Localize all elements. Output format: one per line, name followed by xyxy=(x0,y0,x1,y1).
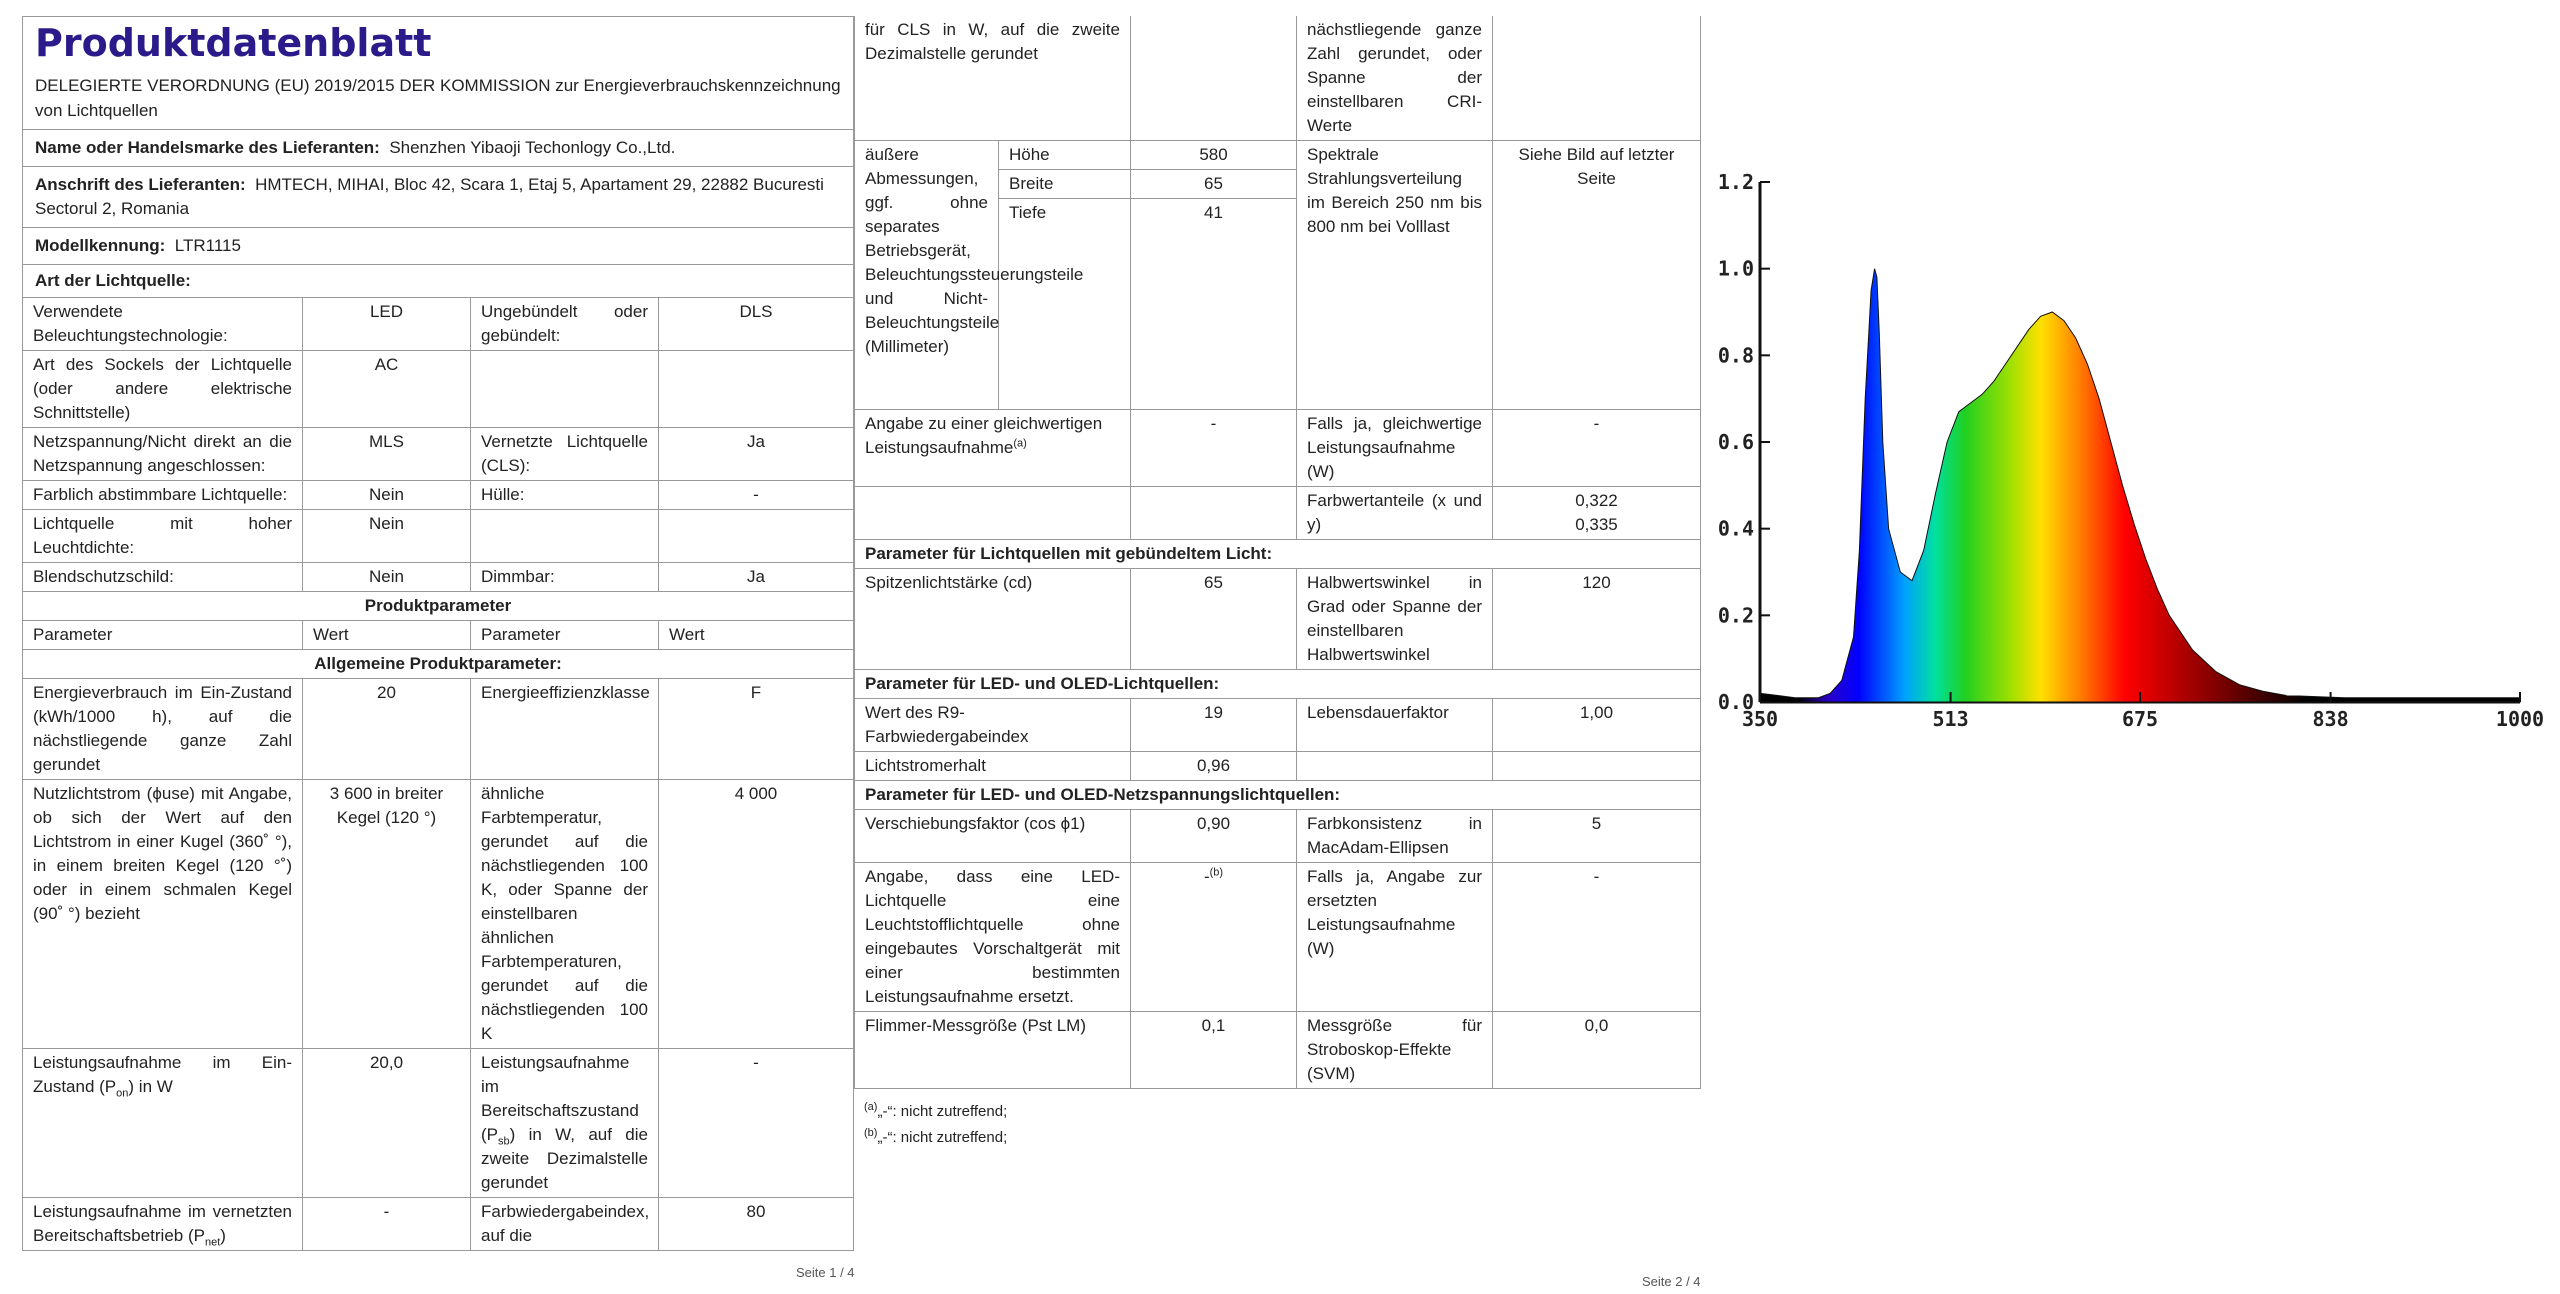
column-header: Parameter xyxy=(23,621,303,650)
cell: Siehe Bild auf letzter Seite xyxy=(1493,141,1701,410)
text: - xyxy=(1203,867,1210,886)
table-row xyxy=(23,650,854,679)
product-params-heading: Produktparameter xyxy=(23,592,854,621)
chroma-y-value: 0,335 xyxy=(1575,515,1618,534)
model-value: LTR1115 xyxy=(174,236,241,255)
text: ) xyxy=(220,1226,226,1245)
text: ) in W, auf die zweite Dezimalstelle gerundet xyxy=(481,1125,648,1192)
column-header: Wert xyxy=(659,621,854,650)
table-row xyxy=(23,481,854,510)
cell: 20 xyxy=(303,679,471,780)
cell: Ungebündelt oder gebündelt: xyxy=(471,298,659,351)
table-row xyxy=(23,510,854,563)
superscript: (a) xyxy=(1013,437,1027,450)
x-tick-label: 513 xyxy=(1932,707,1969,731)
cell: 19 xyxy=(1131,699,1297,752)
cell: 0,1 xyxy=(1131,1012,1297,1089)
table-row xyxy=(855,863,1701,1012)
datasheet-page-1 xyxy=(22,16,854,1251)
x-tick-label: 838 xyxy=(2312,707,2349,731)
cell xyxy=(1297,752,1493,781)
cell: Lichtquelle mit hoher Leuchtdichte: xyxy=(23,510,303,563)
cell: Lebensdauerfaktor xyxy=(1297,699,1493,752)
page-number: Seite 2 / 4 xyxy=(1642,1274,1701,1289)
cell: - xyxy=(303,1198,471,1251)
cell xyxy=(659,351,854,428)
cell: 65 xyxy=(1131,170,1297,199)
table-row xyxy=(23,298,854,351)
cell: Falls ja, Angabe zur ersetzten Leistungsaufnahme (W) xyxy=(1297,863,1493,1012)
cell: AC xyxy=(303,351,471,428)
table-row xyxy=(855,410,1701,487)
cell: Energieeffizienzklasse xyxy=(471,679,659,780)
cell: 3 600 in breiter Kegel (120 °) xyxy=(303,780,471,1049)
cell xyxy=(23,1198,303,1251)
cell: Verschiebungsfaktor (cos ϕ1) xyxy=(855,810,1131,863)
y-tick-label: 0.6 xyxy=(1717,430,1754,454)
cell: MLS xyxy=(303,428,471,481)
y-tick-label: 1.2 xyxy=(1717,170,1754,194)
cell: Falls ja, gleichwertige Leistungsaufnahme (W) xyxy=(1297,410,1493,487)
text: Leistungsaufnahme im vernetzten Bereitschaftsbetrieb (P xyxy=(33,1202,292,1245)
cell: Blendschutzschild: xyxy=(23,563,303,592)
x-tick-label: 350 xyxy=(1741,707,1779,731)
table-row xyxy=(855,810,1701,863)
table-row xyxy=(855,699,1701,752)
text: „-“: nicht zutreffend; xyxy=(877,1129,1008,1146)
cell: äußere Abmessungen, ggf. ohne separates Betriebsgerät, Beleuchtungssteuerungsteile und Nicht-Beleuchtungsteile (Millimeter) xyxy=(855,141,999,410)
cell: - xyxy=(1493,863,1701,1012)
cell: Flimmer-Messgröße (Pst LM) xyxy=(855,1012,1131,1089)
table-row xyxy=(23,1198,854,1251)
table-row xyxy=(855,487,1701,540)
table-row xyxy=(855,1012,1701,1089)
page-title: Produktdatenblatt xyxy=(22,16,854,67)
cell: 5 xyxy=(1493,810,1701,863)
cell: Netzspannung/Nicht direkt an die Netzspannung angeschlossen: xyxy=(23,428,303,481)
cell xyxy=(1131,16,1297,141)
cell xyxy=(855,487,1131,540)
led-params-heading: Parameter für LED- und OLED-Lichtquellen: xyxy=(855,670,1701,699)
cell: 41 xyxy=(1131,199,1297,410)
table-row xyxy=(23,563,854,592)
table-row xyxy=(23,592,854,621)
cell: 4 000 xyxy=(659,780,854,1049)
cell: Vernetzte Lichtquelle (CLS): xyxy=(471,428,659,481)
cell: Nein xyxy=(303,563,471,592)
subscript: sb xyxy=(498,1135,510,1148)
cell: F xyxy=(659,679,854,780)
x-tick-label: 675 xyxy=(2121,707,2159,731)
cell: Lichtstromerhalt xyxy=(855,752,1131,781)
cell: 1,00 xyxy=(1493,699,1701,752)
cell: Nein xyxy=(303,481,471,510)
cell: Messgröße für Stroboskop-Effekte (SVM) xyxy=(1297,1012,1493,1089)
spectral-distribution-chart xyxy=(1700,170,2560,860)
table-row xyxy=(855,540,1701,569)
regulation-text: DELEGIERTE VERORDNUNG (EU) 2019/2015 DER KOMMISSION zur Energieverbrauchskennzeichnung von Lichtquellen xyxy=(22,67,854,130)
subscript: net xyxy=(204,1236,221,1249)
cell: 580 xyxy=(1131,141,1297,170)
cell: - xyxy=(1131,410,1297,487)
text: Leistungsaufnahme im Bereitschaftszustand (P xyxy=(481,1053,639,1144)
cell: Spitzenlichtstärke (cd) xyxy=(855,569,1131,670)
table-row xyxy=(855,781,1701,810)
general-params-heading: Allgemeine Produktparameter: xyxy=(23,650,854,679)
model-label: Modellkennung: xyxy=(35,236,166,255)
cell: Farbwiedergabeindex, auf die xyxy=(471,1198,659,1251)
footnote-b xyxy=(864,1125,1691,1151)
cell: Angabe, dass eine LED-Lichtquelle eine Leuchtstofflichtquelle ohne eingebautes Vorschaltgerät mit einer bestimmten Leistungsaufnahme ersetzt. xyxy=(855,863,1131,1012)
lightsource-type-heading: Art der Lichtquelle: xyxy=(22,265,854,298)
footnote-a xyxy=(864,1099,1691,1125)
cell: nächstliegende ganze Zahl gerundet, oder Spanne der einstellbaren CRI-Werte xyxy=(1297,16,1493,141)
cell: Verwendete Beleuchtungstechnologie: xyxy=(23,298,303,351)
supplier-value: Shenzhen Yibaoji Techonlogy Co.,Ltd. xyxy=(389,138,676,157)
cell xyxy=(1131,487,1297,540)
cell: Ja xyxy=(659,428,854,481)
spectrum-svg xyxy=(1700,170,2560,860)
y-tick-label: 0.4 xyxy=(1717,516,1754,541)
column-header: Wert xyxy=(303,621,471,650)
x-tick-label: 1000 xyxy=(2495,707,2545,731)
table-header-row xyxy=(23,621,854,650)
dls-params-heading: Parameter für Lichtquellen mit gebündeltem Licht: xyxy=(855,540,1701,569)
cell: 80 xyxy=(659,1198,854,1251)
address-label: Anschrift des Lieferanten: xyxy=(35,175,246,194)
cell: 0,90 xyxy=(1131,810,1297,863)
cell: - xyxy=(1493,410,1701,487)
address-value: HMTECH, MIHAI, Bloc 42, Scara 1, Etaj 5, Apartament 29, 22882 Bucuresti Sectorul 2, Romania xyxy=(35,175,824,218)
cell: Nutzlichtstrom (ϕuse) mit Angabe, ob sich der Wert auf den Lichtstrom in einer Kugel (360˚ °), in einem breiten Kegel (120 °˚) oder in einem schmalen Kegel (90˚ °) bezieht xyxy=(23,780,303,1049)
address-row xyxy=(22,167,854,228)
model-row xyxy=(22,228,854,265)
cell: Höhe xyxy=(999,141,1131,170)
subscript: on xyxy=(116,1087,129,1100)
mains-params-heading: Parameter für LED- und OLED-Netzspannungslichtquellen: xyxy=(855,781,1701,810)
cell xyxy=(23,1049,303,1198)
column-header: Parameter xyxy=(471,621,659,650)
table-row xyxy=(23,780,854,1049)
cell: Halbwertswinkel in Grad oder Spanne der einstellbaren Halbwertswinkel xyxy=(1297,569,1493,670)
cell xyxy=(471,351,659,428)
table-row xyxy=(23,428,854,481)
cell xyxy=(1131,863,1297,1012)
table-row xyxy=(855,16,1701,141)
cell: Nein xyxy=(303,510,471,563)
cell: Hülle: xyxy=(471,481,659,510)
cell xyxy=(1493,752,1701,781)
datasheet-page-2 xyxy=(854,16,1701,1151)
chroma-x-value: 0,322 xyxy=(1575,491,1618,510)
supplier-row xyxy=(22,130,854,167)
superscript: (b) xyxy=(864,1127,878,1139)
table-row xyxy=(23,679,854,780)
cell xyxy=(1493,487,1701,540)
cell: LED xyxy=(303,298,471,351)
cell xyxy=(1493,16,1701,141)
cell: Spektrale Strahlungsverteilung im Bereich 250 nm bis 800 nm bei Volllast xyxy=(1297,141,1493,410)
text: Leistungsaufnahme im Ein-Zustand (P xyxy=(33,1053,292,1096)
y-tick-label: 0.0 xyxy=(1717,690,1754,714)
cell xyxy=(471,1049,659,1198)
cell: 0,96 xyxy=(1131,752,1297,781)
cell: ähnliche Farbtemperatur, gerundet auf die nächstliegenden 100 K, oder Spanne der einstellbaren ähnlichen Farbtemperaturen, gerundet auf die nächstliegenden 100 K xyxy=(471,780,659,1049)
cell: Art des Sockels der Lichtquelle (oder andere elektrische Schnittstelle) xyxy=(23,351,303,428)
superscript: (a) xyxy=(864,1101,878,1113)
cell xyxy=(471,510,659,563)
spectrum-area xyxy=(1760,269,2520,702)
cell: 0,0 xyxy=(1493,1012,1701,1089)
cell: Tiefe xyxy=(999,199,1131,410)
cell: Farbkonsistenz in MacAdam-Ellipsen xyxy=(1297,810,1493,863)
text: ) in W xyxy=(128,1077,173,1096)
table-row xyxy=(855,752,1701,781)
cell: DLS xyxy=(659,298,854,351)
cell xyxy=(659,510,854,563)
y-tick-label: 1.0 xyxy=(1717,256,1754,281)
cell: Wert des R9-Farbwiedergabeindex xyxy=(855,699,1131,752)
table-row xyxy=(855,569,1701,670)
cell: Energieverbrauch im Ein-Zustand (kWh/1000 h), auf die nächstliegende ganze Zahl gerundet xyxy=(23,679,303,780)
y-tick-label: 0.2 xyxy=(1717,603,1754,628)
table-row xyxy=(23,1049,854,1198)
cell: Farbwertanteile (x und y) xyxy=(1297,487,1493,540)
cell: 120 xyxy=(1493,569,1701,670)
supplier-label: Name oder Handelsmarke des Lieferanten: xyxy=(35,138,380,157)
cell xyxy=(855,410,1131,487)
table-row xyxy=(855,141,1701,170)
lightsource-type-table xyxy=(22,297,854,1251)
text: „-“: nicht zutreffend; xyxy=(877,1103,1008,1120)
cell: Dimmbar: xyxy=(471,563,659,592)
cell: 20,0 xyxy=(303,1049,471,1198)
cell: Farblich abstimmbare Lichtquelle: xyxy=(23,481,303,510)
table-row xyxy=(23,351,854,428)
cell: - xyxy=(659,1049,854,1198)
product-params-continued-table xyxy=(854,16,1701,1089)
page-number: Seite 1 / 4 xyxy=(796,1265,855,1280)
table-row xyxy=(855,670,1701,699)
cell: Breite xyxy=(999,170,1131,199)
y-tick-label: 0.8 xyxy=(1717,343,1754,368)
text: Angabe zu einer gleichwertigen Leistungsaufnahme xyxy=(865,414,1103,457)
superscript: (b) xyxy=(1209,866,1224,879)
cell: Ja xyxy=(659,563,854,592)
cell: 65 xyxy=(1131,569,1297,670)
cell: für CLS in W, auf die zweite Dezimalstelle gerundet xyxy=(855,16,1131,141)
footnotes xyxy=(854,1089,1701,1151)
cell: - xyxy=(659,481,854,510)
